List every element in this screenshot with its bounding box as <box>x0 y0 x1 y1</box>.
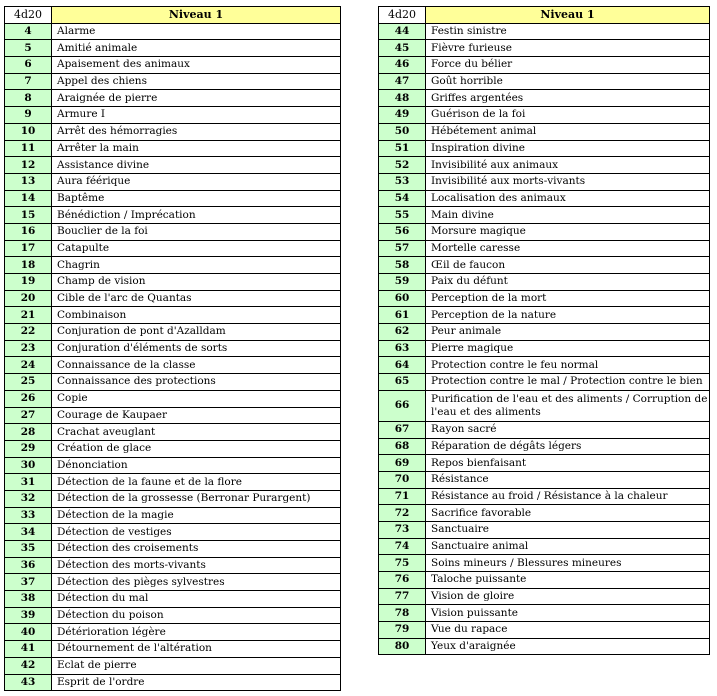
roll-number: 19 <box>5 274 52 291</box>
roll-number: 42 <box>5 657 52 674</box>
spell-name: Taloche puissante <box>426 572 710 589</box>
table-row <box>5 107 341 124</box>
spell-name: Inspiration divine <box>426 140 710 157</box>
table-row <box>379 521 710 538</box>
roll-number: 30 <box>5 457 52 474</box>
roll-number: 17 <box>5 240 52 257</box>
spell-name: Bénédiction / Imprécation <box>52 207 341 224</box>
spell-name: Morsure magique <box>426 223 710 240</box>
table-row <box>5 290 341 307</box>
table-row <box>379 190 710 207</box>
spell-name: Hébétement animal <box>426 123 710 140</box>
table-row <box>5 657 341 674</box>
roll-number: 31 <box>5 474 52 491</box>
spell-table-right-body <box>379 23 710 655</box>
spell-name: Purification de l'eau et des aliments / Corruption de l'eau et des aliments <box>426 390 710 421</box>
table-row <box>379 390 710 421</box>
spell-name: Eclat de pierre <box>52 657 341 674</box>
spell-name: Connaissance des protections <box>52 374 341 391</box>
table-row <box>5 507 341 524</box>
roll-number: 28 <box>5 424 52 441</box>
table-row <box>5 190 341 207</box>
spell-name: Appel des chiens <box>52 73 341 90</box>
roll-number: 76 <box>379 572 426 589</box>
roll-number: 18 <box>5 257 52 274</box>
spell-name: Résistance <box>426 471 710 488</box>
roll-number: 24 <box>5 357 52 374</box>
table-row <box>379 374 710 391</box>
roll-number: 27 <box>5 407 52 424</box>
roll-number: 39 <box>5 607 52 624</box>
table-row <box>5 574 341 591</box>
roll-number: 29 <box>5 440 52 457</box>
roll-number: 66 <box>379 390 426 421</box>
roll-number: 45 <box>379 40 426 57</box>
roll-number: 36 <box>5 557 52 574</box>
spell-name: Sacrifice favorable <box>426 505 710 522</box>
table-row <box>379 107 710 124</box>
spell-name: Alarme <box>52 23 341 40</box>
spell-name: Peur animale <box>426 324 710 341</box>
table-row <box>379 555 710 572</box>
roll-number: 14 <box>5 190 52 207</box>
roll-number: 40 <box>5 624 52 641</box>
table-row <box>5 324 341 341</box>
roll-number: 64 <box>379 357 426 374</box>
table-row <box>379 223 710 240</box>
spell-name: Invisibilité aux animaux <box>426 157 710 174</box>
spell-name: Yeux d'araignée <box>426 638 710 655</box>
table-row <box>379 207 710 224</box>
spell-name: Détection de la faune et de la flore <box>52 474 341 491</box>
spell-name: Œil de faucon <box>426 257 710 274</box>
spell-name: Création de glace <box>52 440 341 457</box>
spell-name: Araignée de pierre <box>52 90 341 107</box>
spell-name: Chagrin <box>52 257 341 274</box>
roll-number: 41 <box>5 641 52 658</box>
spell-name: Combinaison <box>52 307 341 324</box>
table-row <box>5 490 341 507</box>
roll-number: 15 <box>5 207 52 224</box>
spell-name: Protection contre le mal / Protection contre le bien <box>426 374 710 391</box>
spell-name: Vision de gloire <box>426 588 710 605</box>
spell-name: Arrêter la main <box>52 140 341 157</box>
spell-name: Résistance au froid / Résistance à la chaleur <box>426 488 710 505</box>
table-row <box>379 340 710 357</box>
table-row <box>5 457 341 474</box>
spell-name: Crachat aveuglant <box>52 424 341 441</box>
table-row <box>379 324 710 341</box>
roll-number: 73 <box>379 521 426 538</box>
spell-name: Pierre magique <box>426 340 710 357</box>
spell-name: Arrêt des hémorragies <box>52 123 341 140</box>
roll-number: 62 <box>379 324 426 341</box>
spell-name: Détournement de l'altération <box>52 641 341 658</box>
roll-number: 4 <box>5 23 52 40</box>
table-row <box>5 173 341 190</box>
roll-number: 53 <box>379 173 426 190</box>
spell-name: Mortelle caresse <box>426 240 710 257</box>
roll-number: 22 <box>5 324 52 341</box>
spell-name: Localisation des animaux <box>426 190 710 207</box>
spell-name: Détection des morts-vivants <box>52 557 341 574</box>
roll-number: 69 <box>379 455 426 472</box>
roll-number: 60 <box>379 290 426 307</box>
spell-name: Assistance divine <box>52 157 341 174</box>
spell-name: Détection des croisements <box>52 541 341 558</box>
spell-name: Perception de la nature <box>426 307 710 324</box>
table-row <box>379 605 710 622</box>
roll-number: 13 <box>5 173 52 190</box>
table-row <box>5 257 341 274</box>
roll-number: 38 <box>5 591 52 608</box>
roll-number: 25 <box>5 374 52 391</box>
table-row <box>379 173 710 190</box>
roll-number: 32 <box>5 490 52 507</box>
spell-name: Rayon sacré <box>426 421 710 438</box>
table-row <box>379 274 710 291</box>
spell-name: Vision puissante <box>426 605 710 622</box>
spell-name: Catapulte <box>52 240 341 257</box>
spell-name: Détection du mal <box>52 591 341 608</box>
roll-number: 75 <box>379 555 426 572</box>
table-row <box>5 23 341 40</box>
roll-number: 9 <box>5 107 52 124</box>
table-row <box>5 374 341 391</box>
roll-number: 63 <box>379 340 426 357</box>
roll-number: 77 <box>379 588 426 605</box>
spell-name: Champ de vision <box>52 274 341 291</box>
roll-number: 23 <box>5 340 52 357</box>
roll-number: 37 <box>5 574 52 591</box>
spell-name: Sanctuaire animal <box>426 538 710 555</box>
spell-name: Conjuration d'éléments de sorts <box>52 340 341 357</box>
roll-number: 11 <box>5 140 52 157</box>
roll-number: 59 <box>379 274 426 291</box>
spell-table-left <box>4 6 341 691</box>
roll-number: 78 <box>379 605 426 622</box>
roll-number: 48 <box>379 90 426 107</box>
table-row <box>5 240 341 257</box>
roll-number: 34 <box>5 524 52 541</box>
spell-name: Connaissance de la classe <box>52 357 341 374</box>
spell-name: Fièvre furieuse <box>426 40 710 57</box>
table-row <box>5 674 341 691</box>
table-row <box>379 572 710 589</box>
spell-name: Bouclier de la foi <box>52 223 341 240</box>
roll-number: 80 <box>379 638 426 655</box>
roll-number: 26 <box>5 390 52 407</box>
roll-number: 6 <box>5 57 52 74</box>
roll-number: 7 <box>5 73 52 90</box>
table-row <box>379 488 710 505</box>
spell-name: Soins mineurs / Blessures mineures <box>426 555 710 572</box>
spell-name: Détérioration légère <box>52 624 341 641</box>
spell-name: Sanctuaire <box>426 521 710 538</box>
table-row <box>5 73 341 90</box>
table-row <box>5 157 341 174</box>
table-row <box>379 588 710 605</box>
spell-table-left-body <box>5 23 341 691</box>
roll-number: 8 <box>5 90 52 107</box>
spell-name: Griffes argentées <box>426 90 710 107</box>
table-row <box>379 157 710 174</box>
table-row <box>5 541 341 558</box>
spell-name: Détection du poison <box>52 607 341 624</box>
table-header-row <box>5 7 341 24</box>
spell-name: Esprit de l'ordre <box>52 674 341 691</box>
spell-name: Force du bélier <box>426 57 710 74</box>
spell-name: Copie <box>52 390 341 407</box>
table-row <box>5 357 341 374</box>
level-column-header: Niveau 1 <box>426 7 710 24</box>
spell-name: Détection de la grossesse (Berronar Purargent) <box>52 490 341 507</box>
roll-number: 72 <box>379 505 426 522</box>
roll-number: 35 <box>5 541 52 558</box>
table-row <box>5 340 341 357</box>
table-row <box>379 240 710 257</box>
table-row <box>5 307 341 324</box>
roll-number: 16 <box>5 223 52 240</box>
table-row <box>5 440 341 457</box>
spell-name: Armure I <box>52 107 341 124</box>
table-row <box>379 357 710 374</box>
table-row <box>379 257 710 274</box>
table-row <box>5 524 341 541</box>
spell-name: Cible de l'arc de Quantas <box>52 290 341 307</box>
spell-name: Apaisement des animaux <box>52 57 341 74</box>
table-row <box>5 641 341 658</box>
roll-number: 49 <box>379 107 426 124</box>
spell-name: Perception de la mort <box>426 290 710 307</box>
roll-number: 12 <box>5 157 52 174</box>
roll-number: 5 <box>5 40 52 57</box>
spell-name: Baptême <box>52 190 341 207</box>
roll-number: 74 <box>379 538 426 555</box>
roll-number: 67 <box>379 421 426 438</box>
roll-number: 21 <box>5 307 52 324</box>
spell-name: Vue du rapace <box>426 622 710 639</box>
table-row <box>379 538 710 555</box>
roll-number: 20 <box>5 290 52 307</box>
roll-number: 47 <box>379 73 426 90</box>
roll-number: 61 <box>379 307 426 324</box>
spell-name: Détection de vestiges <box>52 524 341 541</box>
roll-number: 46 <box>379 57 426 74</box>
roll-number: 55 <box>379 207 426 224</box>
roll-number: 54 <box>379 190 426 207</box>
roll-number: 50 <box>379 123 426 140</box>
table-row <box>5 223 341 240</box>
roll-number: 51 <box>379 140 426 157</box>
roll-number: 56 <box>379 223 426 240</box>
roll-number: 43 <box>5 674 52 691</box>
table-row <box>5 424 341 441</box>
table-row <box>5 274 341 291</box>
dice-column-header: 4d20 <box>5 7 52 24</box>
spell-name: Détection des pièges sylvestres <box>52 574 341 591</box>
table-row <box>5 123 341 140</box>
table-row <box>379 290 710 307</box>
dice-column-header: 4d20 <box>379 7 426 24</box>
table-row <box>5 140 341 157</box>
table-row <box>379 40 710 57</box>
table-row <box>379 23 710 40</box>
table-row <box>5 591 341 608</box>
table-row <box>379 505 710 522</box>
table-row <box>379 140 710 157</box>
table-row <box>5 607 341 624</box>
table-row <box>379 455 710 472</box>
spell-name: Repos bienfaisant <box>426 455 710 472</box>
roll-number: 10 <box>5 123 52 140</box>
roll-number: 58 <box>379 257 426 274</box>
table-row <box>379 57 710 74</box>
spell-name: Amitié animale <box>52 40 341 57</box>
table-row <box>5 40 341 57</box>
table-row <box>379 90 710 107</box>
spell-name: Aura féérique <box>52 173 341 190</box>
spell-name: Détection de la magie <box>52 507 341 524</box>
spell-name: Festin sinistre <box>426 23 710 40</box>
table-row <box>5 90 341 107</box>
spell-name: Goût horrible <box>426 73 710 90</box>
spell-name: Réparation de dégâts légers <box>426 438 710 455</box>
spell-name: Main divine <box>426 207 710 224</box>
spell-name: Conjuration de pont d'Azalldam <box>52 324 341 341</box>
table-row <box>379 638 710 655</box>
spell-name: Invisibilité aux morts-vivants <box>426 173 710 190</box>
roll-number: 70 <box>379 471 426 488</box>
roll-number: 65 <box>379 374 426 391</box>
table-row <box>379 471 710 488</box>
table-row <box>379 123 710 140</box>
table-row <box>5 207 341 224</box>
table-header-row <box>379 7 710 24</box>
roll-number: 44 <box>379 23 426 40</box>
table-row <box>5 407 341 424</box>
roll-number: 33 <box>5 507 52 524</box>
roll-number: 57 <box>379 240 426 257</box>
level-column-header: Niveau 1 <box>52 7 341 24</box>
table-row <box>379 421 710 438</box>
table-row <box>379 73 710 90</box>
spell-name: Guérison de la foi <box>426 107 710 124</box>
table-row <box>5 557 341 574</box>
table-row <box>379 622 710 639</box>
roll-number: 52 <box>379 157 426 174</box>
table-row <box>5 474 341 491</box>
roll-number: 71 <box>379 488 426 505</box>
spell-name: Paix du défunt <box>426 274 710 291</box>
spell-table-right <box>378 6 710 655</box>
table-row <box>379 307 710 324</box>
table-row <box>379 438 710 455</box>
spell-name: Dénonciation <box>52 457 341 474</box>
table-row <box>5 624 341 641</box>
table-row <box>5 57 341 74</box>
spell-name: Courage de Kaupaer <box>52 407 341 424</box>
table-row <box>5 390 341 407</box>
spell-name: Protection contre le feu normal <box>426 357 710 374</box>
roll-number: 68 <box>379 438 426 455</box>
roll-number: 79 <box>379 622 426 639</box>
